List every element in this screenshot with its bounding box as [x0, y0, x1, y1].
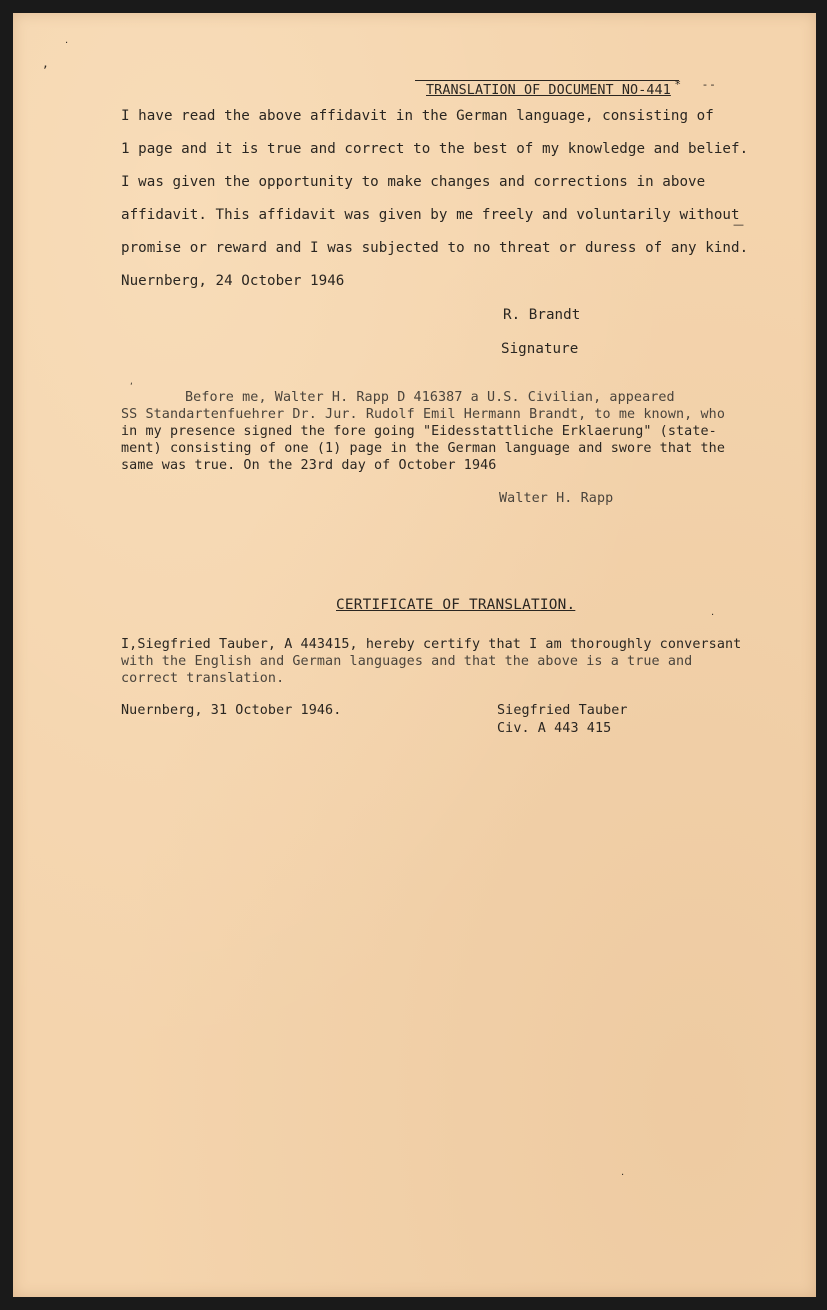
- document-title: TRANSLATION OF DOCUMENT NO-441: [426, 83, 671, 98]
- stray-mark: —: [733, 218, 744, 231]
- oath-line: ment) consisting of one (1) page in the German language and swore that the: [121, 441, 725, 456]
- stray-mark: ·: [621, 1170, 625, 1181]
- stray-mark: ‘: [130, 382, 133, 392]
- affidavit-date: Nuernberg, 24 October 1946: [121, 273, 345, 289]
- affidavit-line: affidavit. This affidavit was given by me freely and voluntarily without: [121, 207, 740, 223]
- certificate-line: correct translation.: [121, 671, 285, 686]
- certificate-line: I,Siegfried Tauber, A 443415, hereby certify that I am thoroughly conversant: [121, 637, 742, 652]
- oath-line: in my presence signed the fore going "Eidesstattliche Erklaerung" (state-: [121, 424, 717, 439]
- certificate-place-date: Nuernberg, 31 October 1946.: [121, 703, 342, 718]
- affidavit-line: 1 page and it is true and correct to the best of my knowledge and belief.: [121, 141, 749, 157]
- affidavit-line: promise or reward and I was subjected to no threat or duress of any kind.: [121, 240, 749, 256]
- stray-mark: ·: [65, 38, 69, 49]
- document-page: [13, 13, 816, 1297]
- signature-name: R. Brandt: [503, 307, 581, 323]
- header-rule: [415, 80, 679, 81]
- stray-mark: ·: [711, 610, 715, 621]
- stray-mark: - -: [703, 78, 715, 91]
- stray-mark: ’: [43, 64, 48, 80]
- affidavit-line: I have read the above affidavit in the German language, consisting of: [121, 108, 714, 124]
- certificate-title: CERTIFICATE OF TRANSLATION.: [336, 597, 576, 613]
- certificate-line: with the English and German languages and that the above is a true and: [121, 654, 693, 669]
- oath-line: SS Standartenfuehrer Dr. Jur. Rudolf Emil Hermann Brandt, to me known, who: [121, 407, 725, 422]
- oath-line: Before me, Walter H. Rapp D 416387 a U.S. Civilian, appeared: [185, 390, 675, 405]
- affidavit-line: I was given the opportunity to make changes and corrections in above: [121, 174, 706, 190]
- translator-id: Civ. A 443 415: [497, 721, 612, 736]
- oath-line: same was true. On the 23rd day of October 1946: [121, 458, 497, 473]
- signature-label: Signature: [501, 341, 579, 357]
- translator-name: Siegfried Tauber: [497, 703, 628, 718]
- oath-signer: Walter H. Rapp: [499, 491, 614, 506]
- stray-mark: *: [675, 78, 681, 91]
